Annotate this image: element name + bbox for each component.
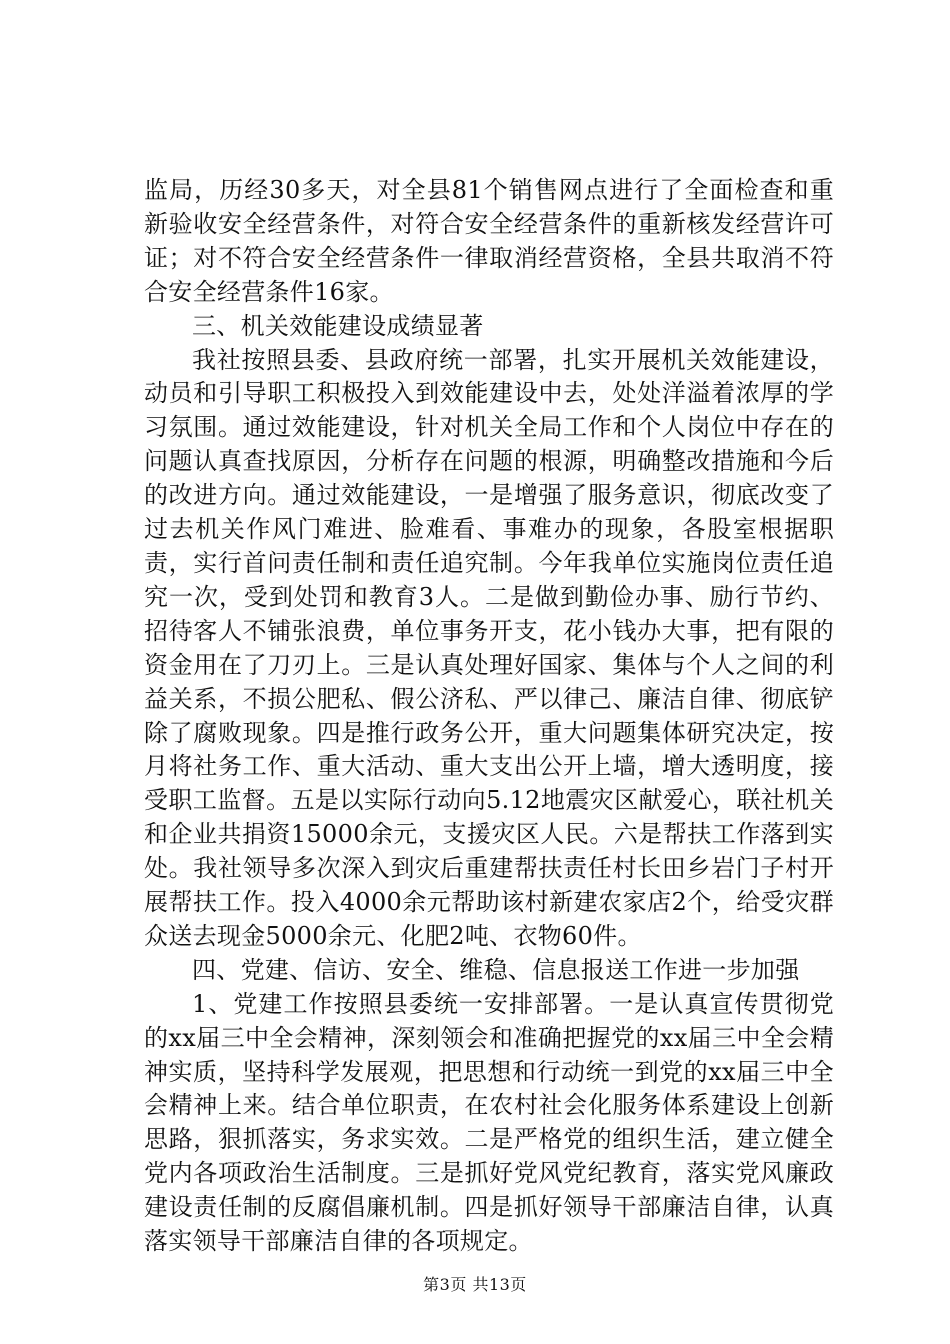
paragraph-efficiency: 我社按照县委、县政府统一部署，扎实开展机关效能建设，动员和引导职工积极投入到效能建设中去，处处洋溢着浓厚的学习氛围。通过效能建设，针对机关全局工作和个人岗位中存在的问题认真查找原因，分析存在问题的根源，明确整改措施和今后的改进方向。通过效能建设，一是增强了服务意识，彻底改变了过去机关作风门难进、脸难看、事难办的现象，各股室根据职责，实行首问责任制和责任追究制。今年我单位实施岗位责任追究一次，受到处罚和教育3人。二是做到勤俭办事、励行节约、招待客人不铺张浪费，单位事务开支，花小钱办大事，把有限的资金用在了刀刃上。三是认真处理好国家、集体与个人之间的利益关系，不损公肥私、假公济私、严以律己、廉洁自律、彻底铲除了腐败现象。四是推行政务公开，重大问题集体研究决定，按月将社务工作、重大活动、重大支出公开上墙，增大透明度，接受职工监督。五是以实际行动向5.12地震灾区献爱心，联社机关和企业共捐资15000余元，支援灾区人民。六是帮扶工作落到实处。我社领导多次深入到灾后重建帮扶责任村长田乡岩门子村开展帮扶工作。投入4000余元帮助该村新建农家店2个，给受灾群众送去现金5000余元、化肥2吨、衣物60件。 bbox=[144, 345, 834, 950]
page-footer: 第3页 共13页 bbox=[423, 1275, 527, 1294]
paragraph-party-building: 1、党建工作按照县委统一安排部署。一是认真宣传贯彻党的xx届三中全会精神，深刻领会和准确把握党的xx届三中全会精神实质，坚持科学发展观，把思想和行动统一到党的xx届三中全会精神上来。结合单位职责，在农村社会化服务体系建设上创新思路，狠抓落实，务求实效。二是严格党的组织生活，建立健全党内各项政治生活制度。三是抓好党风党纪教育，落实党风廉政建设责任制的反腐倡廉机制。四是抓好领导干部廉洁自律，认真落实领导干部廉洁自律的各项规定。 bbox=[144, 989, 834, 1256]
paragraph-continuation: 监局，历经30多天，对全县81个销售网点进行了全面检查和重新验收安全经营条件，对符合安全经营条件的重新核发经营许可证；对不符合安全经营条件一律取消经营资格，全县共取消不符合安全经营条件16家。 bbox=[144, 176, 834, 306]
section-heading-3: 三、机关效能建设成绩显著 bbox=[192, 311, 484, 340]
section-heading-4: 四、党建、信访、安全、维稳、信息报送工作进一步加强 bbox=[192, 955, 800, 984]
document-body bbox=[144, 174, 834, 1259]
